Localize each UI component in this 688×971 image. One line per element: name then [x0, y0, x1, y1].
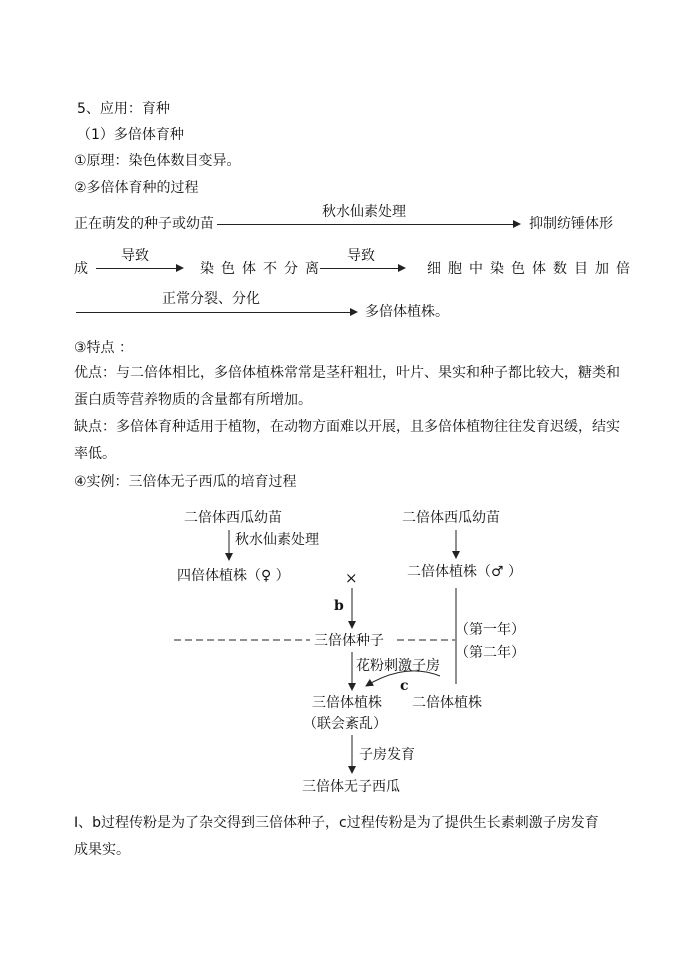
- diagram-diploid-plant: 二倍体植株: [412, 695, 482, 711]
- diagram-triploid-plant: 三倍体植株: [312, 695, 382, 711]
- example-title: ④实例：三倍体无子西瓜的培育过程: [74, 474, 297, 490]
- section-heading: 5、应用：育种: [77, 101, 170, 117]
- division-arrow-label: 正常分裂、分化: [162, 291, 260, 307]
- diagram-right-seedling: 二倍体西瓜幼苗: [402, 510, 500, 526]
- diagram-triploid-seed: 三倍体种子: [314, 633, 384, 649]
- diagram-ovary-label: 子房发育: [359, 747, 415, 763]
- polyploid-plant-text: 多倍体植株。: [365, 304, 449, 320]
- diagram-left-seedling: 二倍体西瓜幼苗: [184, 510, 282, 526]
- disadvantages-line2: 率低。: [74, 446, 116, 462]
- note-line2: 成果实。: [74, 842, 130, 858]
- advantages-line2: 蛋白质等营养物质的含量都有所增加。: [74, 392, 312, 408]
- process-line2-start: 成: [74, 261, 88, 277]
- diagram-seedless-watermelon: 三倍体无子西瓜: [302, 779, 400, 795]
- diagram-diploid-male: 二倍体植株（♂ ）: [407, 564, 523, 580]
- diagram-tetraploid: 四倍体植株（♀ ）: [177, 568, 290, 584]
- process-title: ②多倍体育种的过程: [74, 180, 199, 196]
- process-line1-end: 抑制纺锤体形: [529, 216, 613, 232]
- diagram-cross-symbol: ×: [345, 569, 358, 587]
- diagram-second-year: （第二年）: [455, 645, 525, 661]
- diagram-colchicine-label: 秋水仙素处理: [235, 532, 319, 548]
- note-line1: Ⅰ、b过程传粉是为了杂交得到三倍体种子，c过程传粉是为了提供生长素刺激子房发育: [74, 815, 599, 831]
- disadvantages-line1: 缺点：多倍体育种适用于植物，在动物方面难以开展，且多倍体植物往往发育迟缓，结实: [74, 419, 620, 435]
- advantages-line1: 优点：与二倍体相比，多倍体植株常常是茎秆粗壮，叶片、果实和种子都比较大，糖类和: [74, 365, 620, 381]
- subsection-heading: （1）多倍体育种: [77, 127, 184, 143]
- diagram-label-c: c: [400, 678, 409, 694]
- colchicine-arrow-label: 秋水仙素处理: [322, 204, 406, 220]
- diagram-synapsis-note: （联会紊乱）: [303, 716, 387, 732]
- principle-text: ①原理：染色体数目变异。: [74, 153, 241, 169]
- lead-to-label-2: 导致: [347, 248, 375, 264]
- features-title: ③特点 ：: [74, 340, 134, 356]
- process-start-text: 正在萌发的种子或幼苗: [74, 216, 214, 232]
- diagram-pollen-label: 花粉刺激子房: [356, 658, 440, 674]
- lead-to-label-1: 导致: [121, 248, 149, 264]
- chromosome-doubling-text: 细胞中染色体数目加倍: [427, 261, 637, 277]
- chromosome-nondisjunction-text: 染色体不分离: [200, 261, 326, 277]
- diagram-first-year: （第一年）: [455, 622, 525, 638]
- diagram-label-b: b: [334, 598, 344, 614]
